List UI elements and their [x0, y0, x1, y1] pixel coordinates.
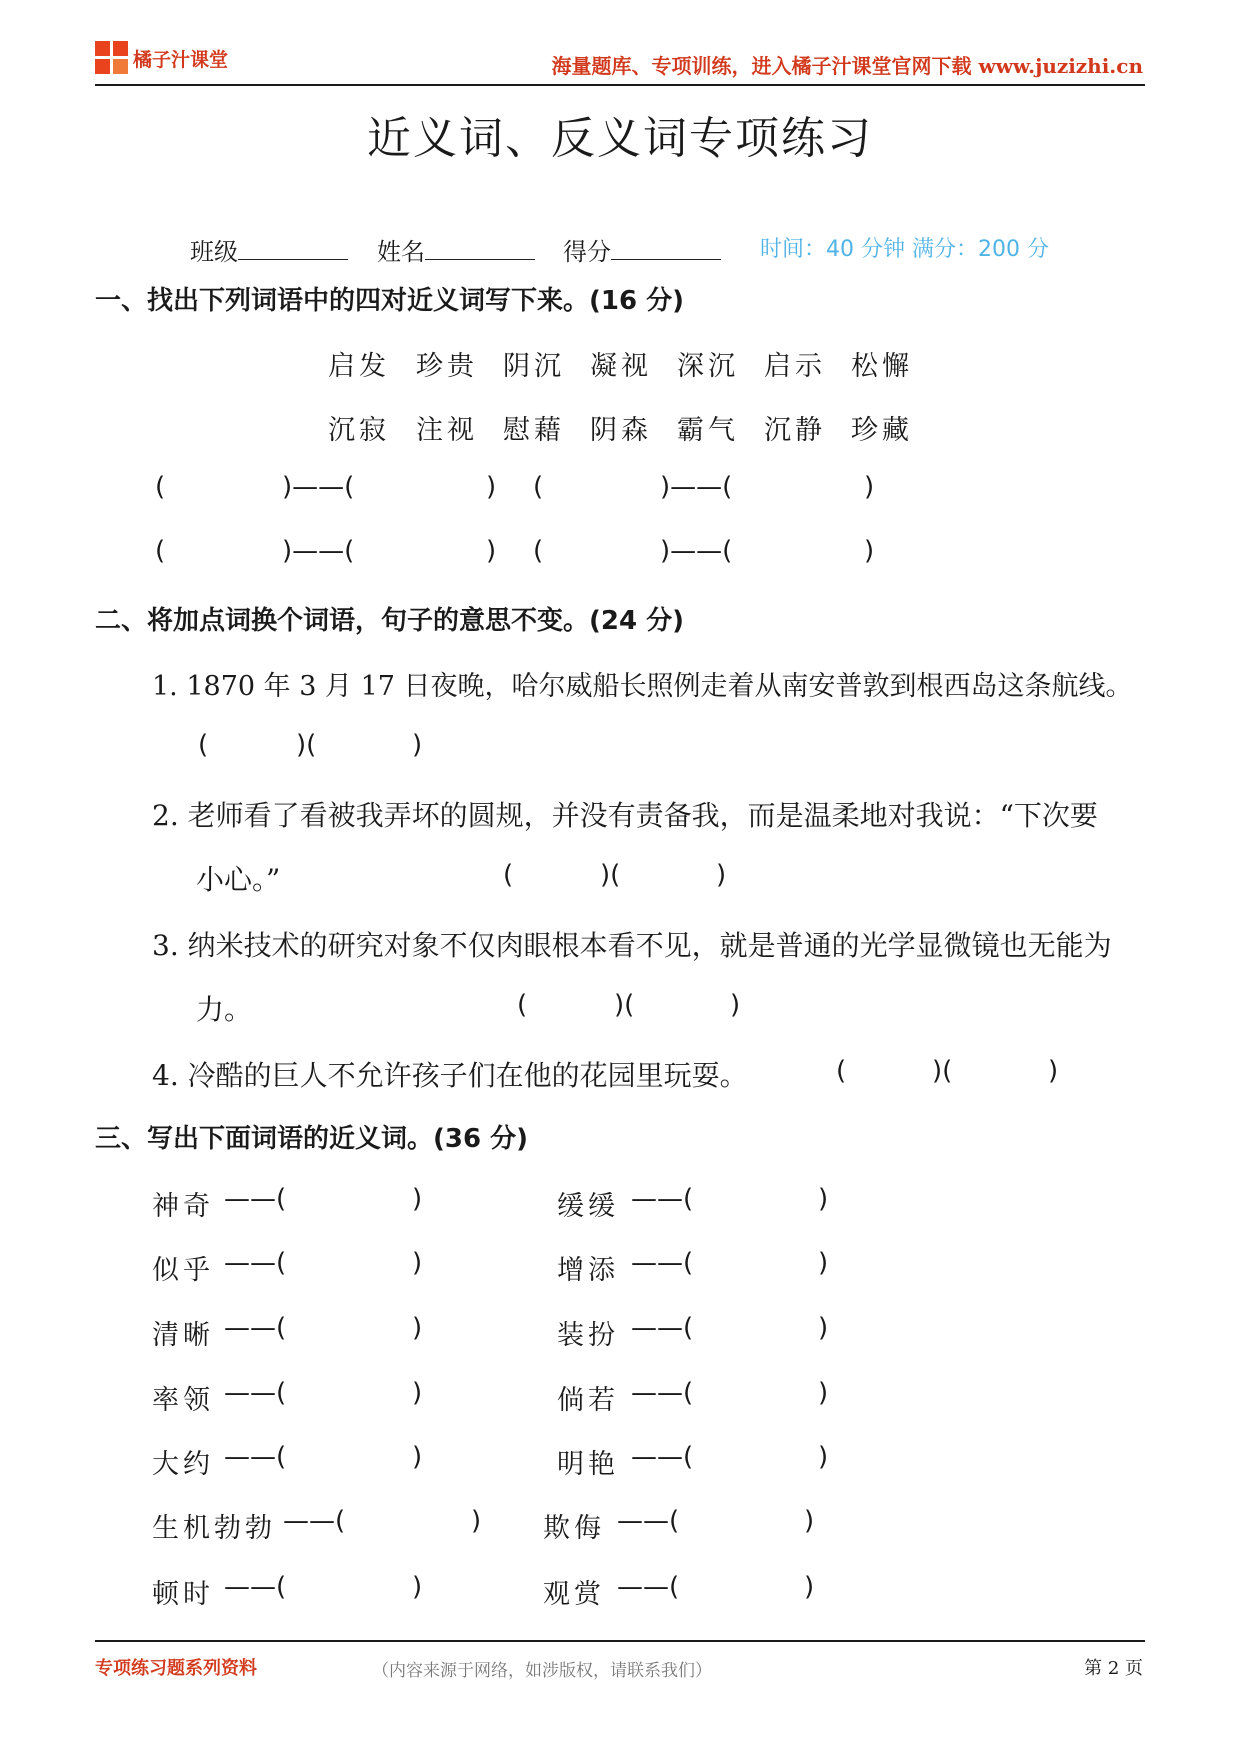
synonym-word: 明艳	[557, 1449, 619, 1480]
synonym-close: )	[818, 1442, 829, 1472]
word: 注视	[416, 415, 478, 446]
word: 深沉	[677, 351, 739, 382]
synonym-dash: ——(	[631, 1378, 694, 1408]
question-4: 4. 冷酷的巨人不允许孩子们在他的花园里玩耍。	[152, 1059, 748, 1092]
synonym-word: 欺侮	[543, 1513, 605, 1544]
synonym-dash: ——(	[224, 1184, 287, 1214]
answer-close: )	[730, 990, 741, 1020]
synonym-dash: ——(	[631, 1442, 694, 1472]
word: 启示	[764, 351, 826, 382]
answer-close: )	[1048, 1056, 1059, 1086]
synonym-close: )	[412, 1572, 423, 1602]
synonym-close: )	[471, 1506, 482, 1536]
word: 珍藏	[851, 415, 913, 446]
answer-dash: )——(	[282, 536, 355, 566]
logo	[95, 40, 228, 76]
answer-open: (	[836, 1056, 847, 1086]
synonym-word: 顿时	[152, 1579, 214, 1610]
synonym-word: 大约	[152, 1449, 214, 1480]
synonym-word: 缓缓	[557, 1191, 619, 1222]
synonym-dash: ——(	[631, 1184, 694, 1214]
synonym-close: )	[818, 1184, 829, 1214]
synonym-close: )	[804, 1506, 815, 1536]
class-blank	[238, 239, 348, 260]
synonym-word: 观赏	[543, 1579, 605, 1610]
question-2-line2: 小心。”	[196, 863, 281, 896]
answer-open: (	[517, 990, 528, 1020]
name-label: 姓名	[377, 238, 425, 266]
footer-copyright: （内容来源于网络，如涉版权，请联系我们）	[372, 1661, 712, 1681]
word: 沉静	[764, 415, 826, 446]
answer-open: (	[155, 536, 166, 566]
synonym-word: 装扮	[557, 1320, 619, 1351]
synonym-word: 清晰	[152, 1320, 214, 1351]
answer-close: )	[864, 536, 875, 566]
answer-close: )	[716, 860, 727, 890]
answer-open: (	[155, 472, 166, 502]
word: 沉寂	[328, 415, 390, 446]
word: 阴森	[590, 415, 652, 446]
word: 凝视	[590, 351, 652, 382]
synonym-close: )	[818, 1378, 829, 1408]
word: 阴沉	[503, 351, 565, 382]
synonym-word: 神奇	[152, 1191, 214, 1222]
word: 珍贵	[416, 351, 478, 382]
answer-dash: )——(	[660, 536, 733, 566]
synonym-close: )	[412, 1184, 423, 1214]
synonym-word: 生机勃勃	[152, 1513, 276, 1544]
synonym-close: )	[818, 1313, 829, 1343]
answer-open: (	[198, 730, 209, 760]
synonym-word: 似乎	[152, 1255, 214, 1286]
answer-mid: )(	[296, 730, 317, 760]
header-tagline: 海量题库、专项训练，进入橘子汁课堂官网下载 www.juzizhi.cn	[551, 54, 1143, 78]
question-2-line1: 2. 老师看了看被我弄坏的圆规，并没有责备我，而是温柔地对我说：“下次要	[152, 799, 1098, 832]
answer-dash: )——(	[660, 472, 733, 502]
class-label: 班级	[190, 238, 238, 266]
time-info: 时间：40 分钟 满分：200 分	[760, 237, 1049, 262]
page-number: 第 2 页	[1084, 1658, 1143, 1679]
answer-close: )	[412, 730, 423, 760]
logo-icon	[95, 41, 129, 75]
class-field	[190, 232, 348, 267]
synonym-close: )	[804, 1572, 815, 1602]
answer-mid: )(	[600, 860, 621, 890]
synonym-close: )	[818, 1248, 829, 1278]
word: 松懈	[851, 351, 913, 382]
question-3-line1: 3. 纳米技术的研究对象不仅肉眼根本看不见，就是普通的光学显微镜也无能为	[152, 929, 1112, 962]
synonym-dash: ——(	[224, 1442, 287, 1472]
synonym-close: )	[412, 1248, 423, 1278]
answer-mid: )(	[932, 1056, 953, 1086]
answer-open: (	[533, 472, 544, 502]
synonym-dash: ——(	[224, 1313, 287, 1343]
answer-open: (	[503, 860, 514, 890]
section3-heading: 三、写出下面词语的近义词。(36 分)	[95, 1124, 528, 1154]
answer-close: )	[486, 472, 497, 502]
synonym-word: 增添	[557, 1255, 619, 1286]
header-divider	[95, 84, 1145, 86]
word: 启发	[328, 351, 390, 382]
section2-heading: 二、将加点词换个词语，句子的意思不变。(24 分)	[95, 606, 684, 636]
synonym-dash: ——(	[617, 1506, 680, 1536]
synonym-close: )	[412, 1313, 423, 1343]
question-1: 1. 1870 年 3 月 17 日夜晚，哈尔威船长照例走着从南安普敦到根西岛这条航线。	[152, 671, 1133, 702]
synonym-dash: ——(	[224, 1572, 287, 1602]
synonym-word: 率领	[152, 1385, 214, 1416]
synonym-close: )	[412, 1378, 423, 1408]
score-blank	[611, 239, 721, 260]
question-3-line2: 力。	[196, 993, 253, 1026]
word: 霸气	[677, 415, 739, 446]
section1-heading: 一、找出下列词语中的四对近义词写下来。(16 分)	[95, 286, 684, 316]
synonym-dash: ——(	[631, 1248, 694, 1278]
answer-dash: )——(	[282, 472, 355, 502]
page-title: 近义词、反义词专项练习	[367, 113, 873, 164]
logo-text: 橘子汁课堂	[133, 48, 229, 71]
synonym-dash: ——(	[224, 1378, 287, 1408]
word: 慰藉	[503, 415, 565, 446]
name-field	[377, 232, 535, 267]
synonym-dash: ——(	[224, 1248, 287, 1278]
synonym-dash: ——(	[631, 1313, 694, 1343]
footer-divider	[95, 1640, 1145, 1642]
synonym-word: 倘若	[557, 1385, 619, 1416]
synonym-dash: ——(	[283, 1506, 346, 1536]
footer-series: 专项练习题系列资料	[95, 1658, 257, 1679]
name-blank	[425, 239, 535, 260]
synonym-close: )	[412, 1442, 423, 1472]
score-label: 得分	[563, 238, 611, 266]
answer-close: )	[486, 536, 497, 566]
answer-open: (	[533, 536, 544, 566]
synonym-dash: ——(	[617, 1572, 680, 1602]
answer-mid: )(	[614, 990, 635, 1020]
answer-close: )	[864, 472, 875, 502]
score-field	[563, 232, 721, 267]
